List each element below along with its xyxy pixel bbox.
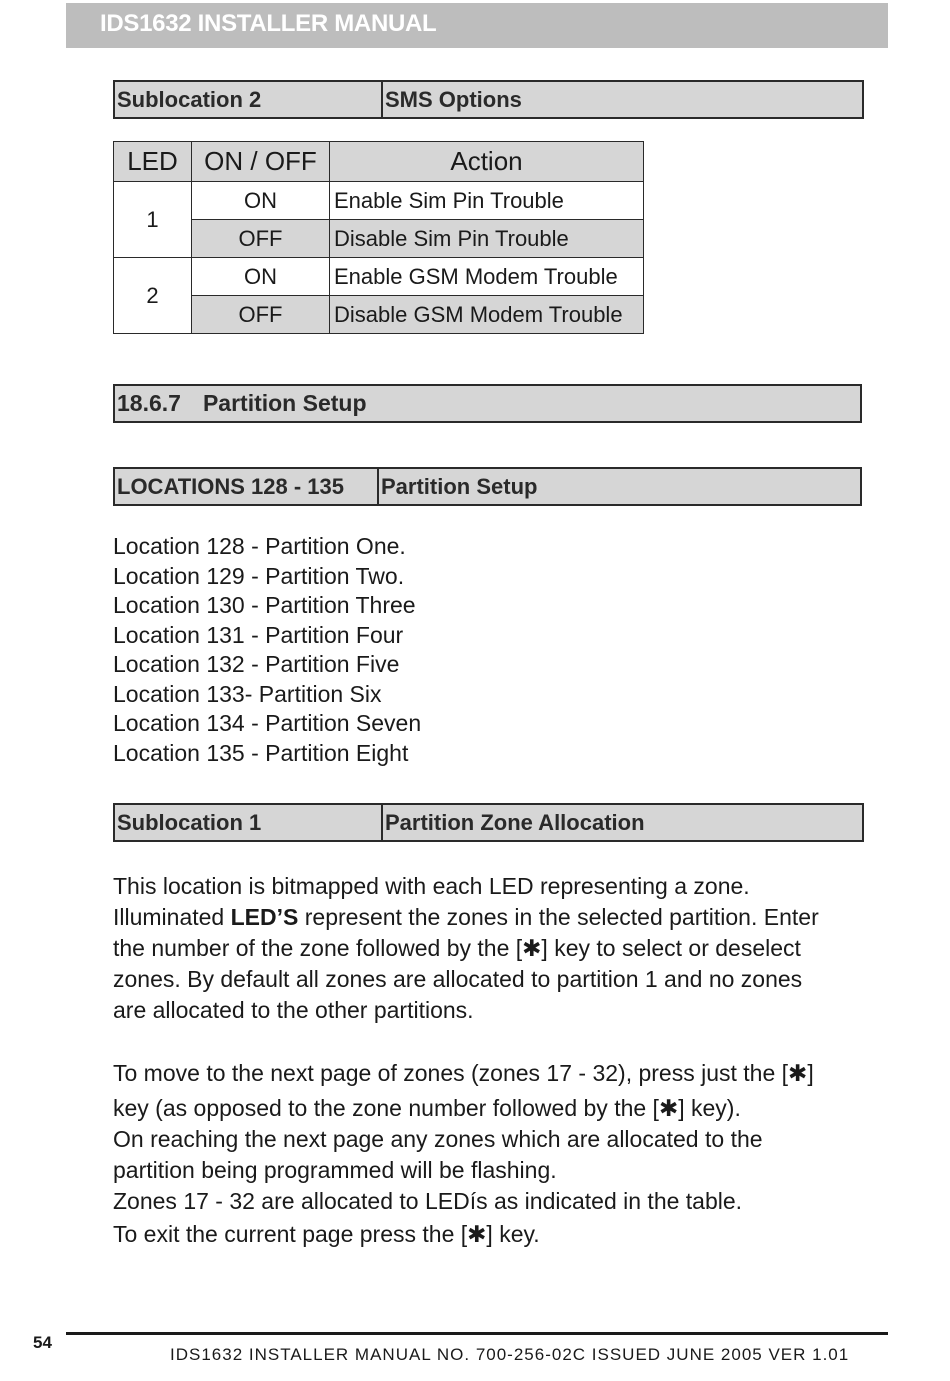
action-cell: Enable GSM Modem Trouble [330, 258, 644, 296]
location-list [113, 532, 421, 768]
para-line: To move to the next page of zones (zones 17 - 32), press just the [✱] [113, 1060, 814, 1086]
section-number: 18.6.7 [117, 390, 181, 416]
para-line: On reaching the next page any zones which are allocated to the [113, 1126, 763, 1152]
table-row [114, 258, 644, 296]
action-cell: Disable Sim Pin Trouble [330, 220, 644, 258]
sublocation-2-label: Sublocation 2 [115, 82, 383, 117]
para-line: the number of the zone followed by the [✱] key to select or deselect [113, 935, 801, 961]
onoff-cell: OFF [192, 296, 330, 334]
list-item: Location 134 - Partition Seven [113, 710, 422, 736]
col-header-action: Action [330, 142, 644, 182]
next-page-instructions [113, 1058, 873, 1250]
led-action-table [113, 141, 644, 334]
locations-label-box [113, 467, 862, 506]
header-title: IDS1632 INSTALLER MANUAL [100, 10, 437, 37]
led-number: 1 [114, 182, 192, 258]
page-number: 54 [33, 1333, 52, 1352]
para-line: are allocated to the other partitions. [113, 997, 474, 1023]
footer-rule [66, 1332, 888, 1335]
para-line [113, 902, 873, 933]
section-heading-box [113, 384, 862, 423]
table-row [114, 296, 644, 334]
zone-allocation-label-box [113, 803, 864, 842]
partition-setup-label: Partition Setup [381, 473, 538, 499]
list-item: Location 132 - Partition Five [113, 651, 400, 677]
para-line: key (as opposed to the zone number followed by the [✱] key). [113, 1095, 741, 1121]
zone-allocation-label: Partition Zone Allocation [385, 809, 645, 835]
col-header-onoff: ON / OFF [192, 142, 330, 182]
para-text: represent the zones in the selected partition. Enter [298, 904, 819, 930]
onoff-cell: ON [192, 182, 330, 220]
sublocation-1-label: Sublocation 1 [115, 805, 383, 840]
footer-text: IDS1632 INSTALLER MANUAL NO. 700-256-02C ISSUED JUNE 2005 VER 1.01 [170, 1345, 850, 1364]
list-item: Location 128 - Partition One. [113, 533, 406, 559]
action-cell: Enable Sim Pin Trouble [330, 182, 644, 220]
para-line: partition being programmed will be flashing. [113, 1157, 557, 1183]
para-line: zones. By default all zones are allocated to partition 1 and no zones [113, 966, 803, 992]
bitmap-description [113, 871, 873, 1026]
list-item: Location 133- Partition Six [113, 680, 382, 707]
list-item: Location 129 - Partition Two. [113, 562, 405, 589]
onoff-cell: ON [192, 258, 330, 296]
table-header-row [114, 142, 644, 182]
table-row [114, 220, 644, 258]
action-cell: Disable GSM Modem Trouble [330, 296, 644, 334]
table-row [114, 182, 644, 220]
para-bold-text: LED’S [230, 904, 299, 930]
section-title: Partition Setup [202, 390, 367, 416]
sms-options-label: SMS Options [385, 86, 522, 112]
list-item: Location 131 - Partition Four [113, 621, 404, 648]
para-text: Illuminated [113, 904, 231, 930]
list-item: Location 135 - Partition Eight [113, 739, 409, 766]
section-heading [115, 386, 860, 421]
para-line: This location is bitmapped with each LED representing a zone. [113, 873, 750, 899]
list-item: Location 130 - Partition Three [113, 592, 416, 618]
onoff-cell: OFF [192, 220, 330, 258]
para-line: Zones 17 - 32 are allocated to LEDís as indicated in the table. [113, 1188, 743, 1214]
header-bar [66, 3, 888, 48]
para-line: To exit the current page press the [✱] key. [113, 1221, 540, 1247]
led-number: 2 [114, 258, 192, 334]
col-header-led: LED [114, 142, 192, 182]
locations-range-label: LOCATIONS 128 - 135 [115, 469, 379, 504]
sms-options-label-box [113, 80, 864, 119]
